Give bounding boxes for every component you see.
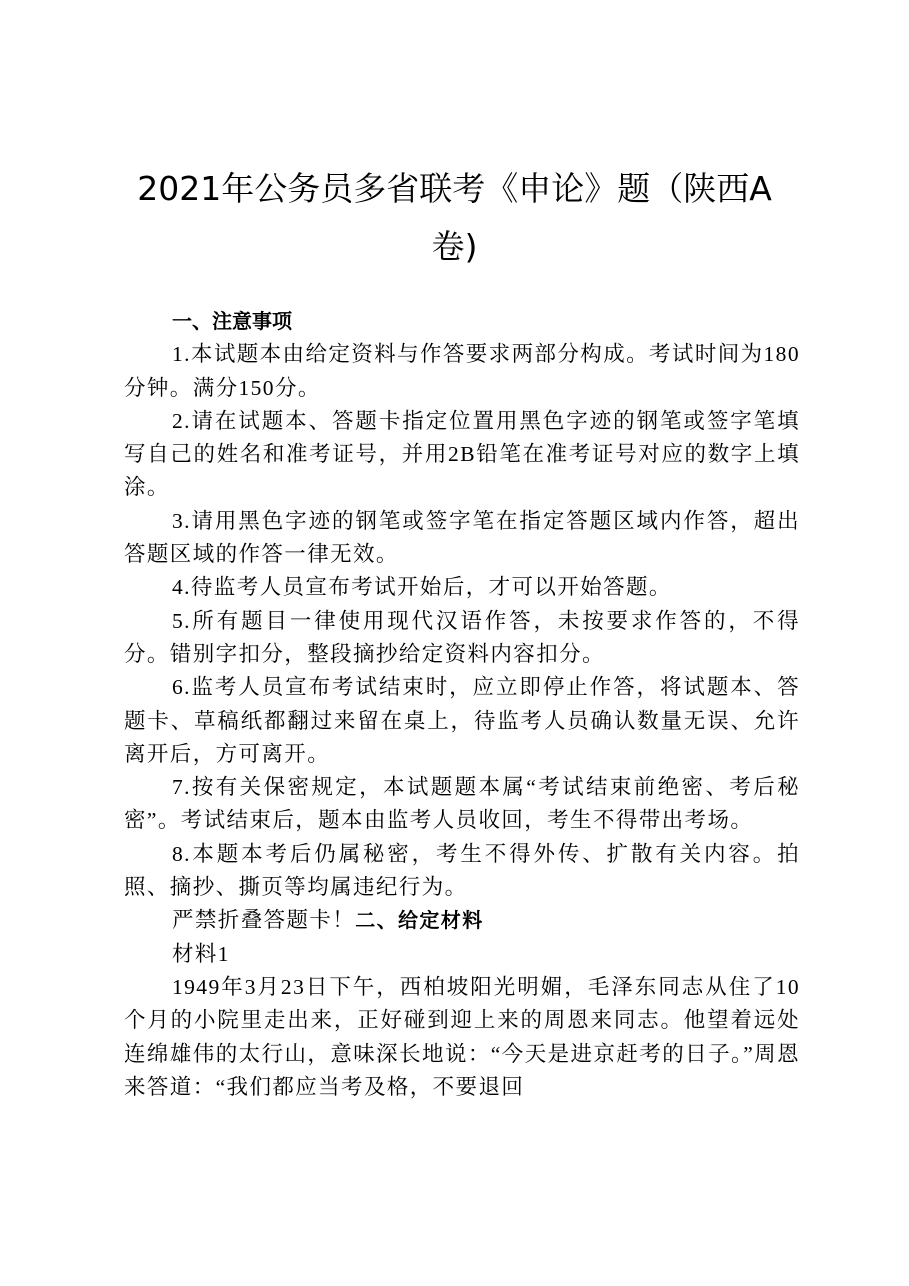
notice-item-8: 8.本题本考后仍属秘密，考生不得外传、扩散有关内容。拍照、摘抄、撕页等均属违纪行为。 (124, 841, 800, 900)
document-title (120, 160, 789, 276)
material-paragraph: 1949年3月23日下午，西柏坡阳光明媚，毛泽东同志从住了10个月的小院里走出来，正好碰到迎上来的周恩来同志。他望着远处连绵雄伟的太行山，意味深长地说：“今天是进京赶考的日子。”周恩来答道：“我们都应当考及格，不要退回 (124, 974, 800, 1099)
no-folding-notice: 严禁折叠答题卡！ (172, 908, 356, 933)
material-label: 材料1 (172, 941, 230, 966)
notice-and-section-heading (124, 904, 800, 937)
notice-item-4: 4.待监考人员宣布考试开始后，才可以开始答题。 (172, 575, 672, 600)
notice-item-1: 1.本试题本由给定资料与作答要求两部分构成。考试时间为180分钟。满分150分。 (124, 342, 800, 400)
notice-item-7: 7.按有关保密规定，本试题题本属“考试结束前绝密、考后秘密”。考试结束后，题本由监考人员收回，考生不得带出考场。 (124, 775, 800, 833)
document-body (124, 305, 800, 1104)
notice-item-6: 6.监考人员宣布考试结束时，应立即停止作答，将试题本、答题卡、草稿纸都翻过来留在桌上，待监考人员确认数量无误、允许离开后，方可离开。 (124, 675, 800, 766)
title-line-1: 2021年公务员多省联考《申论》题（陕西A (137, 169, 772, 208)
section-heading-notes: 一、注意事项 (172, 309, 292, 333)
notice-item-5: 5.所有题目一律使用现代汉语作答，未按要求作答的，不得分。错别字扣分，整段摘抄给定资料内容扣分。 (124, 608, 800, 666)
section-heading-materials: 二、给定材料 (355, 908, 484, 933)
title-line-2: 卷) (431, 227, 478, 266)
notice-item-2: 2.请在试题本、答题卡指定位置用黑色字迹的钢笔或签字笔填写自己的姓名和准考证号，并用2B铅笔在准考证号对应的数字上填涂。 (124, 408, 800, 500)
notice-item-3: 3.请用黑色字迹的钢笔或签字笔在指定答题区域内作答，超出答题区域的作答一律无效。 (124, 508, 800, 567)
